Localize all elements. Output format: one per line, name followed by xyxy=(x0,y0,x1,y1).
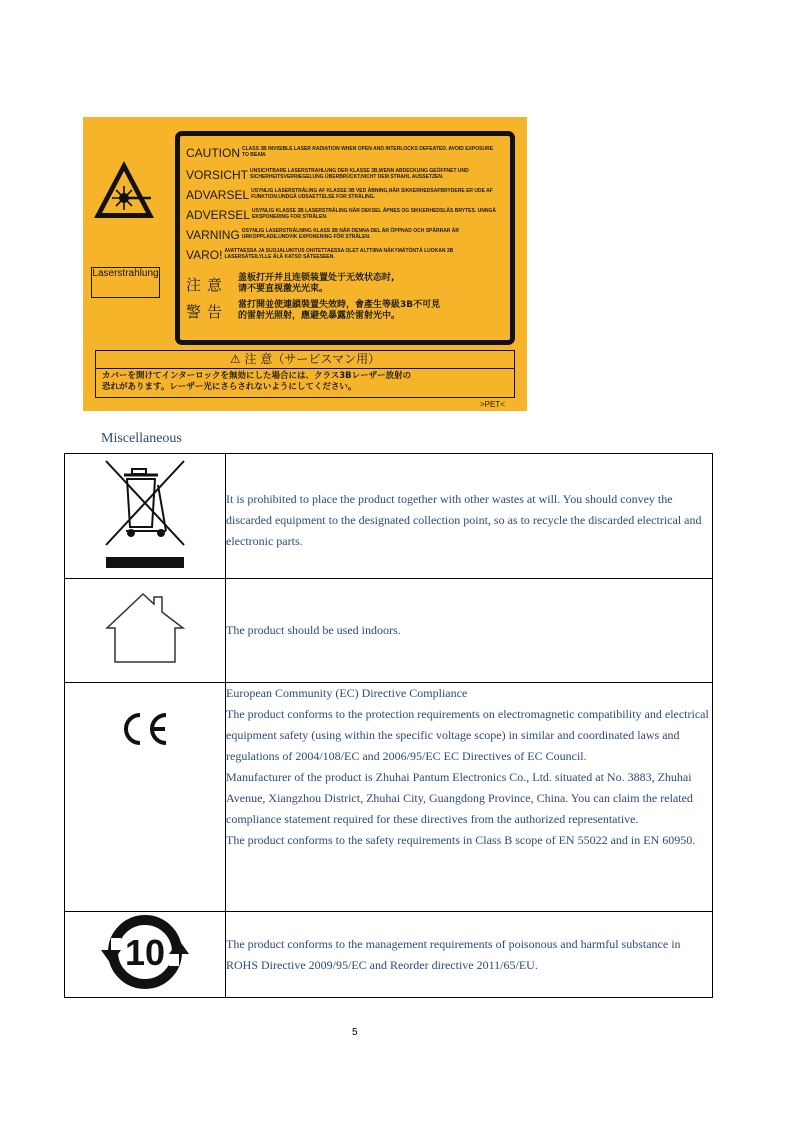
warning-row xyxy=(186,248,479,262)
warning-label: 警告 xyxy=(186,302,229,321)
description-text: The product conforms to the protection requirements on electromagnetic compatibility and electrical equipment safety (using within the specific voltage scope) in similar and coordinated laws and regulations of 2004/108/EC and 2006/95/EC EC Directives of EC Council. xyxy=(226,707,709,763)
warning-row-cjk xyxy=(186,273,394,295)
rohs-icon-number: 10 xyxy=(124,932,166,973)
warning-row xyxy=(186,168,505,182)
warning-row xyxy=(186,228,497,242)
icon-cell xyxy=(65,912,226,998)
description-text: The product conforms to the management requirements of poisonous and harmful substance in ROHS Directive 2009/95/EC and Reorder directive 2011/65/EU. xyxy=(226,936,681,972)
japanese-warning-text: 恐れがあります。レーザー光にさらされないようにしてください。 xyxy=(102,382,357,392)
description-cell xyxy=(226,683,713,912)
warning-text: UNSICHTBARE LASERSTRAHLUNG DER KLASSE 3B,WENN ABDECKUNG GEÖFFNET UND SICHERHEITSVERRIEGELUNG ÜBERBRÜCKT.NICHT DEM STRAHL AUSSETZEN. xyxy=(250,168,469,180)
house-icon xyxy=(105,592,185,664)
warning-row xyxy=(186,146,497,160)
warning-label: ADVARSEL xyxy=(186,188,250,202)
rohs-10-icon xyxy=(97,912,193,992)
pet-marking: >PET< xyxy=(480,400,505,409)
laserstrahlung-box: Laserstrahlung xyxy=(91,267,160,298)
description-text: It is prohibited to place the product together with other wastes at will. You should convey the discarded equipment to the designated collection point, so as to recycle the discarded electrical and electronic parts. xyxy=(226,491,702,548)
warning-label: ADVERSEL xyxy=(186,208,251,222)
warning-text: OSYNLIG LASERSTRÅLNING KLASS 3B NÄR DENNA DEL ÄR ÖPPNAD OCH SPÄRRAR ÄR URKOPPLADE.UNDVIK EXPONERING FÖR STRÅLEN. xyxy=(241,228,460,240)
table-row xyxy=(65,579,713,683)
description-text: European Community (EC) Directive Compliance xyxy=(226,686,468,700)
warning-label: VARNING xyxy=(186,228,240,242)
japanese-service-warning xyxy=(95,350,515,398)
multilingual-warning-panel xyxy=(175,131,515,345)
table-row xyxy=(65,683,713,912)
warning-triangle-icon: ⚠ xyxy=(229,352,241,366)
warning-text: AVATTAESSA JA SUOJALUKITUS OHITETTAESSA OLET ALTTIINA NÄKYMÄTÖNTÄ LUOKAN 3B LASERSÄTEILYLLE ÄLÄ KATSO SÄTEESEEN. xyxy=(224,248,454,260)
description-cell xyxy=(226,454,713,579)
icon-cell xyxy=(65,579,226,683)
description-cell xyxy=(226,579,713,683)
warning-text: CLASS 3B INVISIBLE LASER RADIATION WHEN OPEN AND INTERLOCKS DEFEATED. AVOID EXPOSURE TO BEAM. xyxy=(242,146,494,158)
section-heading: Miscellaneous xyxy=(101,431,182,446)
warning-row xyxy=(186,208,507,222)
warning-row-cjk xyxy=(186,300,440,322)
warning-text: 當打開並使連鎖裝置失效時，會產生等級3B不可見 xyxy=(238,300,441,310)
warning-text: USYNLIG KLASSE 3B LASERSTRÅLING NÅR DEKSEL ÅPNES OG SIKKERHEDSLÅS BRYTES. UNNGÅ EKSPONERING FOR STRÅLEN. xyxy=(252,208,496,220)
warning-label: CAUTION xyxy=(186,146,240,160)
japanese-warning-title: 注 意（サービスマン用） xyxy=(244,352,381,366)
page-number: 5 xyxy=(352,1027,358,1038)
warning-label: VARO! xyxy=(186,248,223,262)
laser-hazard-icon xyxy=(91,158,157,233)
warning-label: VORSICHT xyxy=(186,168,249,182)
warning-row xyxy=(186,188,506,202)
table-row xyxy=(65,912,713,998)
warning-text: 的雷射光照射，應避免暴露於雷射光中。 xyxy=(238,311,401,321)
icon-cell xyxy=(65,683,226,912)
warning-text: USYNLIG LASERSTRÅLING AF KLASSE 3B VED ÅBNING,NÅR SIKKERHEDSAFBRYDERE ER UDE AF FUNKTION.UNDGÅ UDSAETTELSE FOR STRÅLING. xyxy=(251,188,493,200)
weee-crossed-bin-icon xyxy=(104,459,186,569)
description-text: Manufacturer of the product is Zhuhai Pantum Electronics Co., Ltd. situated at No. 3883, Zhuhai Avenue, Xiangzhou District, Zhuhai City, Guangdong Province, China. You can claim the related compliance statement required for these directives from the authorized representative. xyxy=(226,770,693,826)
icon-cell xyxy=(65,454,226,579)
description-text: The product conforms to the safety requirements in Class B scope of EN 55022 and in EN 60950. xyxy=(226,833,696,847)
misc-table xyxy=(64,453,713,998)
description-cell xyxy=(226,912,713,998)
table-row xyxy=(65,454,713,579)
ce-mark-icon xyxy=(120,711,170,747)
japanese-warning-text: カバーを開けてインターロックを無効にした場合には、クラス3Bレーザー放射の xyxy=(102,371,412,381)
description-text: The product should be used indoors. xyxy=(226,623,401,637)
warning-text: 请不要直视激光光束。 xyxy=(238,284,329,294)
warning-label: 注意 xyxy=(186,275,229,294)
warning-text: 盖板打开并且连锁装置处于无效状态时, xyxy=(238,273,395,283)
laser-warning-label xyxy=(83,117,527,411)
